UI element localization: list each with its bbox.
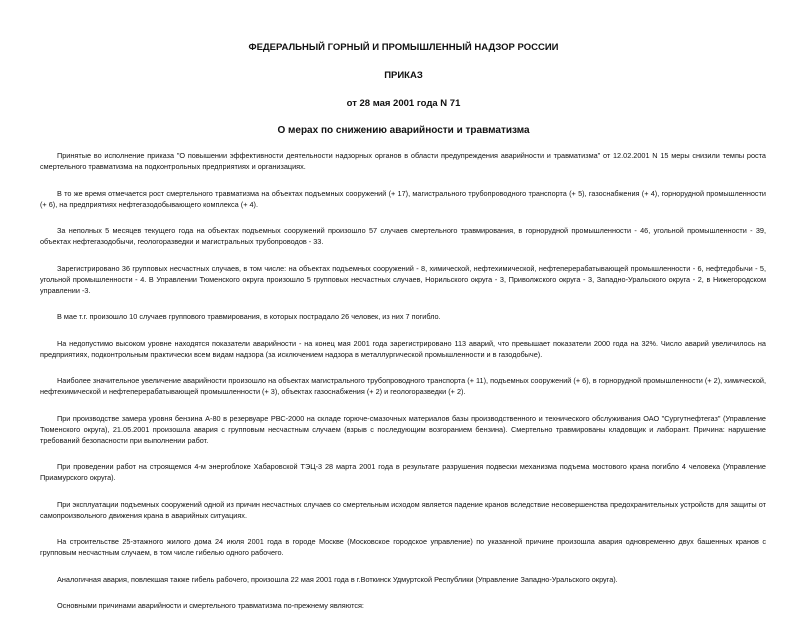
document-title: О мерах по снижению аварийности и травматизма xyxy=(277,125,530,136)
paragraph: В то же время отмечается рост смертельного травматизма на объектах подъемных сооружений (+ 17), магистрального трубопроводного транспорта (+ 5), газоснабжения (+ 4), горнорудной промышленности (+ 6), на предприятиях нефтегазодобывающего комплекса (+ 4). xyxy=(40,188,766,209)
paragraph: Принятые во исполнение приказа "О повышении эффективности деятельности надзорных органов в области предупреждения аварийности и травматизма" от 12.02.2001 N 15 меры снизили темпы роста смертельного травматизма на подконтрольных предприятиях и организациях. xyxy=(40,151,766,171)
paragraph: На строительстве 25-этажного жилого дома 24 июля 2001 года в городе Москве (Московское городское управление) по указанной причине произошла авария одновременно двух башенных кранов с групповым несчастным случаем, в том числе гибелью одного рабочего. xyxy=(40,537,766,557)
paragraph: При проведении работ на строящемся 4-м энергоблоке Хабаровской ТЭЦ-3 28 марта 2001 года в результате разрушения подвески механизма подъема мостового крана погибло 4 человека (Управление Приамурского округа). xyxy=(40,462,766,482)
paragraph: Основными причинами аварийности и смертельного травматизма по-прежнему являются: xyxy=(57,601,364,610)
document-body xyxy=(40,150,766,627)
paragraph: При эксплуатации подъемных сооружений одной из причин несчастных случаев со смертельным исходом является падение кранов вследствие несовершенства предохранительных устройств для защиты от самопроизвольного движения крана в аварийных ситуациях. xyxy=(40,499,766,520)
document-type: ПРИКАЗ xyxy=(384,70,423,81)
paragraph: Аналогичная авария, повлекшая также гибель рабочего, произошла 22 мая 2001 года в г.Воткинск Удмуртской Республики (Управление Западно-Уральского округа). xyxy=(57,574,618,584)
paragraph: В мае т.г. произошло 10 случаев группового травмирования, в которых пострадало 26 человек, из них 7 погибло. xyxy=(57,312,441,321)
document-date: от 28 мая 2001 года N 71 xyxy=(346,98,461,109)
paragraph: За неполных 5 месяцев текущего года на объектах подъемных сооружений произошло 57 случаев смертельного травмирования, в горнорудной промышленности - 46, угольной промышленности - 39, объектах нефтегазодобычи, геологоразведки и магистральных трубопроводов - 33. xyxy=(40,226,766,246)
paragraph: Зарегистрировано 36 групповых несчастных случаев, в том числе: на объектах подъемных сооружений - 8, химической, нефтехимической, нефтеперерабатывающей промышленности - 6, нефтедобычи - 5, угольной промышленности - 4. В Управлении Тюменского округа произошло 5 групповых несчастных случаев, Норильского округа - 3, Приволжского округа - 3, Западно-Уральского округа - 2, в Нижегородском управлении -3. xyxy=(40,263,766,295)
agency-name: ФЕДЕРАЛЬНЫЙ ГОРНЫЙ И ПРОМЫШЛЕННЫЙ НАДЗОР РОССИИ xyxy=(248,42,559,53)
paragraph: Наиболее значительное увеличение аварийности произошло на объектах магистрального трубопроводного транспорта (+ 11), подъемных сооружений (+ 6), в горнорудной промышленности (+ 2), химической, нефтехимической и нефтеперерабатывающей промышленности (+ 3), объектах газоснабжения (+ 2) и геологоразведки (+ 2). xyxy=(40,376,766,396)
paragraph: При производстве замера уровня бензина А-80 в резервуаре РВС-2000 на складе горюче-смазочных материалов базы производственного и технического обслуживания ОАО "Сургутнефтегаз" (Управление Тюменского округа), 21.05.2001 произошла авария с групповым несчастным случаем (взрыв с последующим возгоранием бензина). Смертельно травмированы кладовщик и лаборант. Причина: нарушение требований безопасности при выполнении работ. xyxy=(40,413,766,445)
paragraph: На недопустимо высоком уровне находятся показатели аварийности - на конец мая 2001 года зарегистрировано 113 аварий, что превышает показатели 2000 года на 32%. Число аварий увеличилось на предприятиях, подконтрольным практически всем видам надзора (за исключением надзора в металлургической промышленности и в газодобыче). xyxy=(40,338,766,359)
